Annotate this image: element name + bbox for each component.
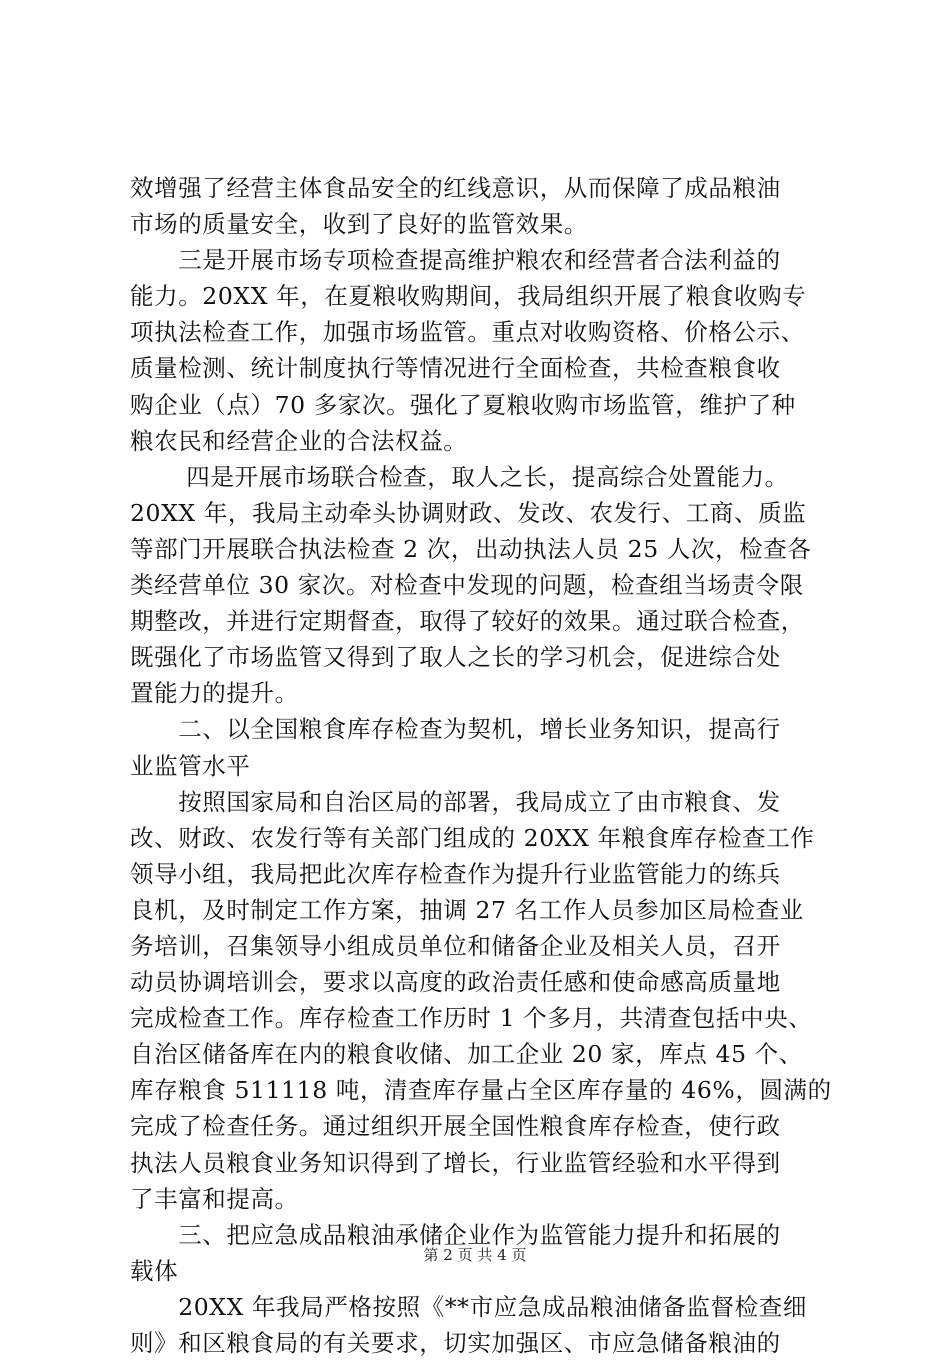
- text-line: 四是开展市场联合检查，取人之长，提高综合处置能力。: [130, 462, 789, 491]
- text-line: 完成检查工作。库存检查工作历时 1 个多月，共清查包括中央、: [130, 1004, 813, 1033]
- text-line: 三是开展市场专项检查提高维护粮农和经营者合法利益的: [130, 246, 781, 275]
- text-line: 期整改，并进行定期督查，取得了较好的效果。通过联合检查，: [130, 607, 805, 636]
- text-line: 20XX 年我局严格按照《**市应急成品粮油储备监督检查细: [130, 1292, 807, 1321]
- text-line: 务培训，召集领导小组成员单位和储备企业及相关人员，召开: [130, 931, 781, 960]
- text-line: 粮农民和经营企业的合法权益。: [130, 426, 468, 455]
- text-line: 按照国家局和自治区局的部署，我局成立了由市粮食、发: [130, 787, 781, 816]
- text-line: 则》和区粮食局的有关要求，切实加强区、市应急储备粮油的: [130, 1329, 781, 1357]
- text-line: 执法人员粮食业务知识得到了增长，行业监管经验和水平得到: [130, 1148, 781, 1177]
- page-number-footer: 第 2 页 共 4 页: [423, 1246, 527, 1264]
- text-line: 动员协调培训会，要求以高度的政治责任感和使命感高质量地: [130, 968, 781, 997]
- document-body: [130, 170, 830, 1361]
- text-line: 了丰富和提高。: [130, 1184, 299, 1213]
- text-line: 等部门开展联合执法检查 2 次，出动执法人员 25 人次，检查各: [130, 534, 812, 563]
- text-line: 类经营单位 30 家次。对检查中发现的问题，检查组当场责令限: [130, 571, 804, 600]
- text-line: 良机，及时制定工作方案，抽调 27 名工作人员参加区局检查业: [130, 895, 804, 924]
- text-line: 项执法检查工作，加强市场监管。重点对收购资格、价格公示、: [130, 318, 805, 347]
- text-line: 完成了检查任务。通过组织开展全国性粮食库存检查，使行政: [130, 1112, 781, 1141]
- section-heading-line: 载体: [130, 1256, 179, 1285]
- text-line: 既强化了市场监管又得到了取人之长的学习机会，促进综合处: [130, 643, 781, 672]
- text-line: 20XX 年，我局主动牵头协调财政、发改、农发行、工商、质监: [130, 498, 807, 527]
- section-heading-line: 业监管水平: [130, 751, 251, 780]
- text-line: 领导小组，我局把此次库存检查作为提升行业监管能力的练兵: [130, 859, 781, 888]
- text-line: 效增强了经营主体食品安全的红线意识，从而保障了成品粮油: [130, 174, 781, 202]
- text-line: 改、财政、农发行等有关部门组成的 20XX 年粮食库存检查工作: [130, 823, 815, 852]
- text-line: 置能力的提升。: [130, 679, 299, 708]
- text-line: 购企业（点）70 多家次。强化了夏粮收购市场监管，维护了种: [130, 390, 796, 419]
- text-line: 质量检测、统计制度执行等情况进行全面检查，共检查粮食收: [130, 354, 781, 383]
- text-line: 自治区储备库在内的粮食收储、加工企业 20 家，库点 45 个、: [130, 1040, 803, 1069]
- section-heading-line: 三、把应急成品粮油承储企业作为监管能力提升和拓展的: [130, 1220, 781, 1249]
- text-line: 能力。20XX 年，在夏粮收购期间，我局组织开展了粮食收购专: [130, 282, 807, 311]
- text-line: 库存粮食 511118 吨，清查库存量占全区库存量的 46%，圆满的: [130, 1076, 832, 1105]
- section-heading-line: 二、以全国粮食库存检查为契机，增长业务知识，提高行: [130, 715, 781, 744]
- text-line: 市场的质量安全，收到了良好的监管效果。: [130, 210, 588, 239]
